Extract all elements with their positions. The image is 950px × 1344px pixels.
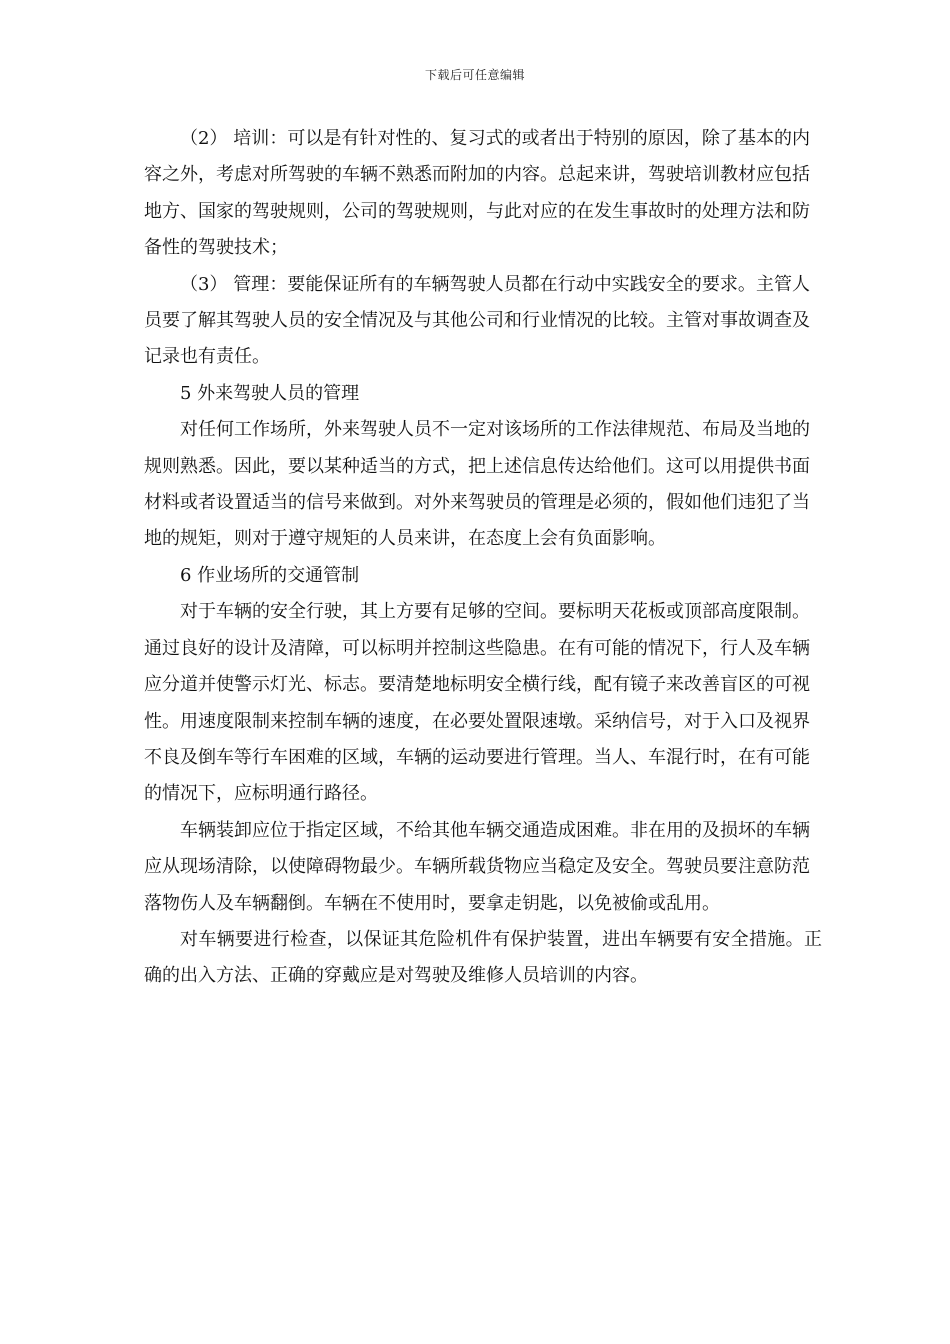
paragraph-vehicle-loading: 车辆装卸应位于指定区域，不给其他车辆交通造成困难。非在用的及损坏的车辆应从现场清除，以使障碍物最少。车辆所载货物应当稳定及安全。驾驶员要注意防范落物伤人及车辆翻倒。车辆在不使用时，要拿走钥匙，以免被偷或乱用。: [144, 819, 810, 914]
section-heading-5: 5 外来驾驶人员的管理: [180, 382, 360, 404]
paragraph-management: （3） 管理：要能保证所有的车辆驾驶人员都在行动中实践安全的要求。主管人员要了解其驾驶人员的安全情况及与其他公司和行业情况的比较。主管对事故调查及记录也有责任。: [144, 273, 810, 368]
paragraph-traffic-control: 对于车辆的安全行驶，其上方要有足够的空间。要标明天花板或顶部高度限制。通过良好的设计及清障，可以标明并控制这些隐患。在有可能的情况下，行人及车辆应分道并使警示灯光、标志。要清楚地标明安全横行线，配有镜子来改善盲区的可视性。用速度限制来控制车辆的速度，在必要处置限速墩。采纳信号，对于入口及视界不良及倒车等行车困难的区域，车辆的运动要进行管理。当人、车混行时，在有可能的情况下，应标明通行路径。: [144, 601, 810, 805]
paragraph-vehicle-inspection: 对车辆要进行检查，以保证其危险机件有保护装置，进出车辆要有安全措施。正确的出入方法、正确的穿戴应是对驾驶及维修人员培训的内容。: [144, 928, 822, 987]
document-body: [144, 121, 822, 995]
section-heading-6: 6 作业场所的交通管制: [180, 564, 360, 586]
page-header-note: 下载后可任意编辑: [424, 68, 525, 82]
paragraph-training: （2） 培训：可以是有针对性的、复习式的或者出于特别的原因，除了基本的内容之外，考虑对所驾驶的车辆不熟悉而附加的内容。总起来讲，驾驶培训教材应包括地方、国家的驾驶规则，公司的驾驶规则，与此对应的在发生事故时的处理方法和防备性的驾驶技术；: [144, 128, 810, 259]
paragraph-external-drivers: 对任何工作场所，外来驾驶人员不一定对该场所的工作法律规范、布局及当地的规则熟悉。因此，要以某种适当的方式，把上述信息传达给他们。这可以用提供书面材料或者设置适当的信号来做到。对外来驾驶员的管理是必须的，假如他们违犯了当地的规矩，则对于遵守规矩的人员来讲，在态度上会有负面影响。: [144, 419, 810, 550]
